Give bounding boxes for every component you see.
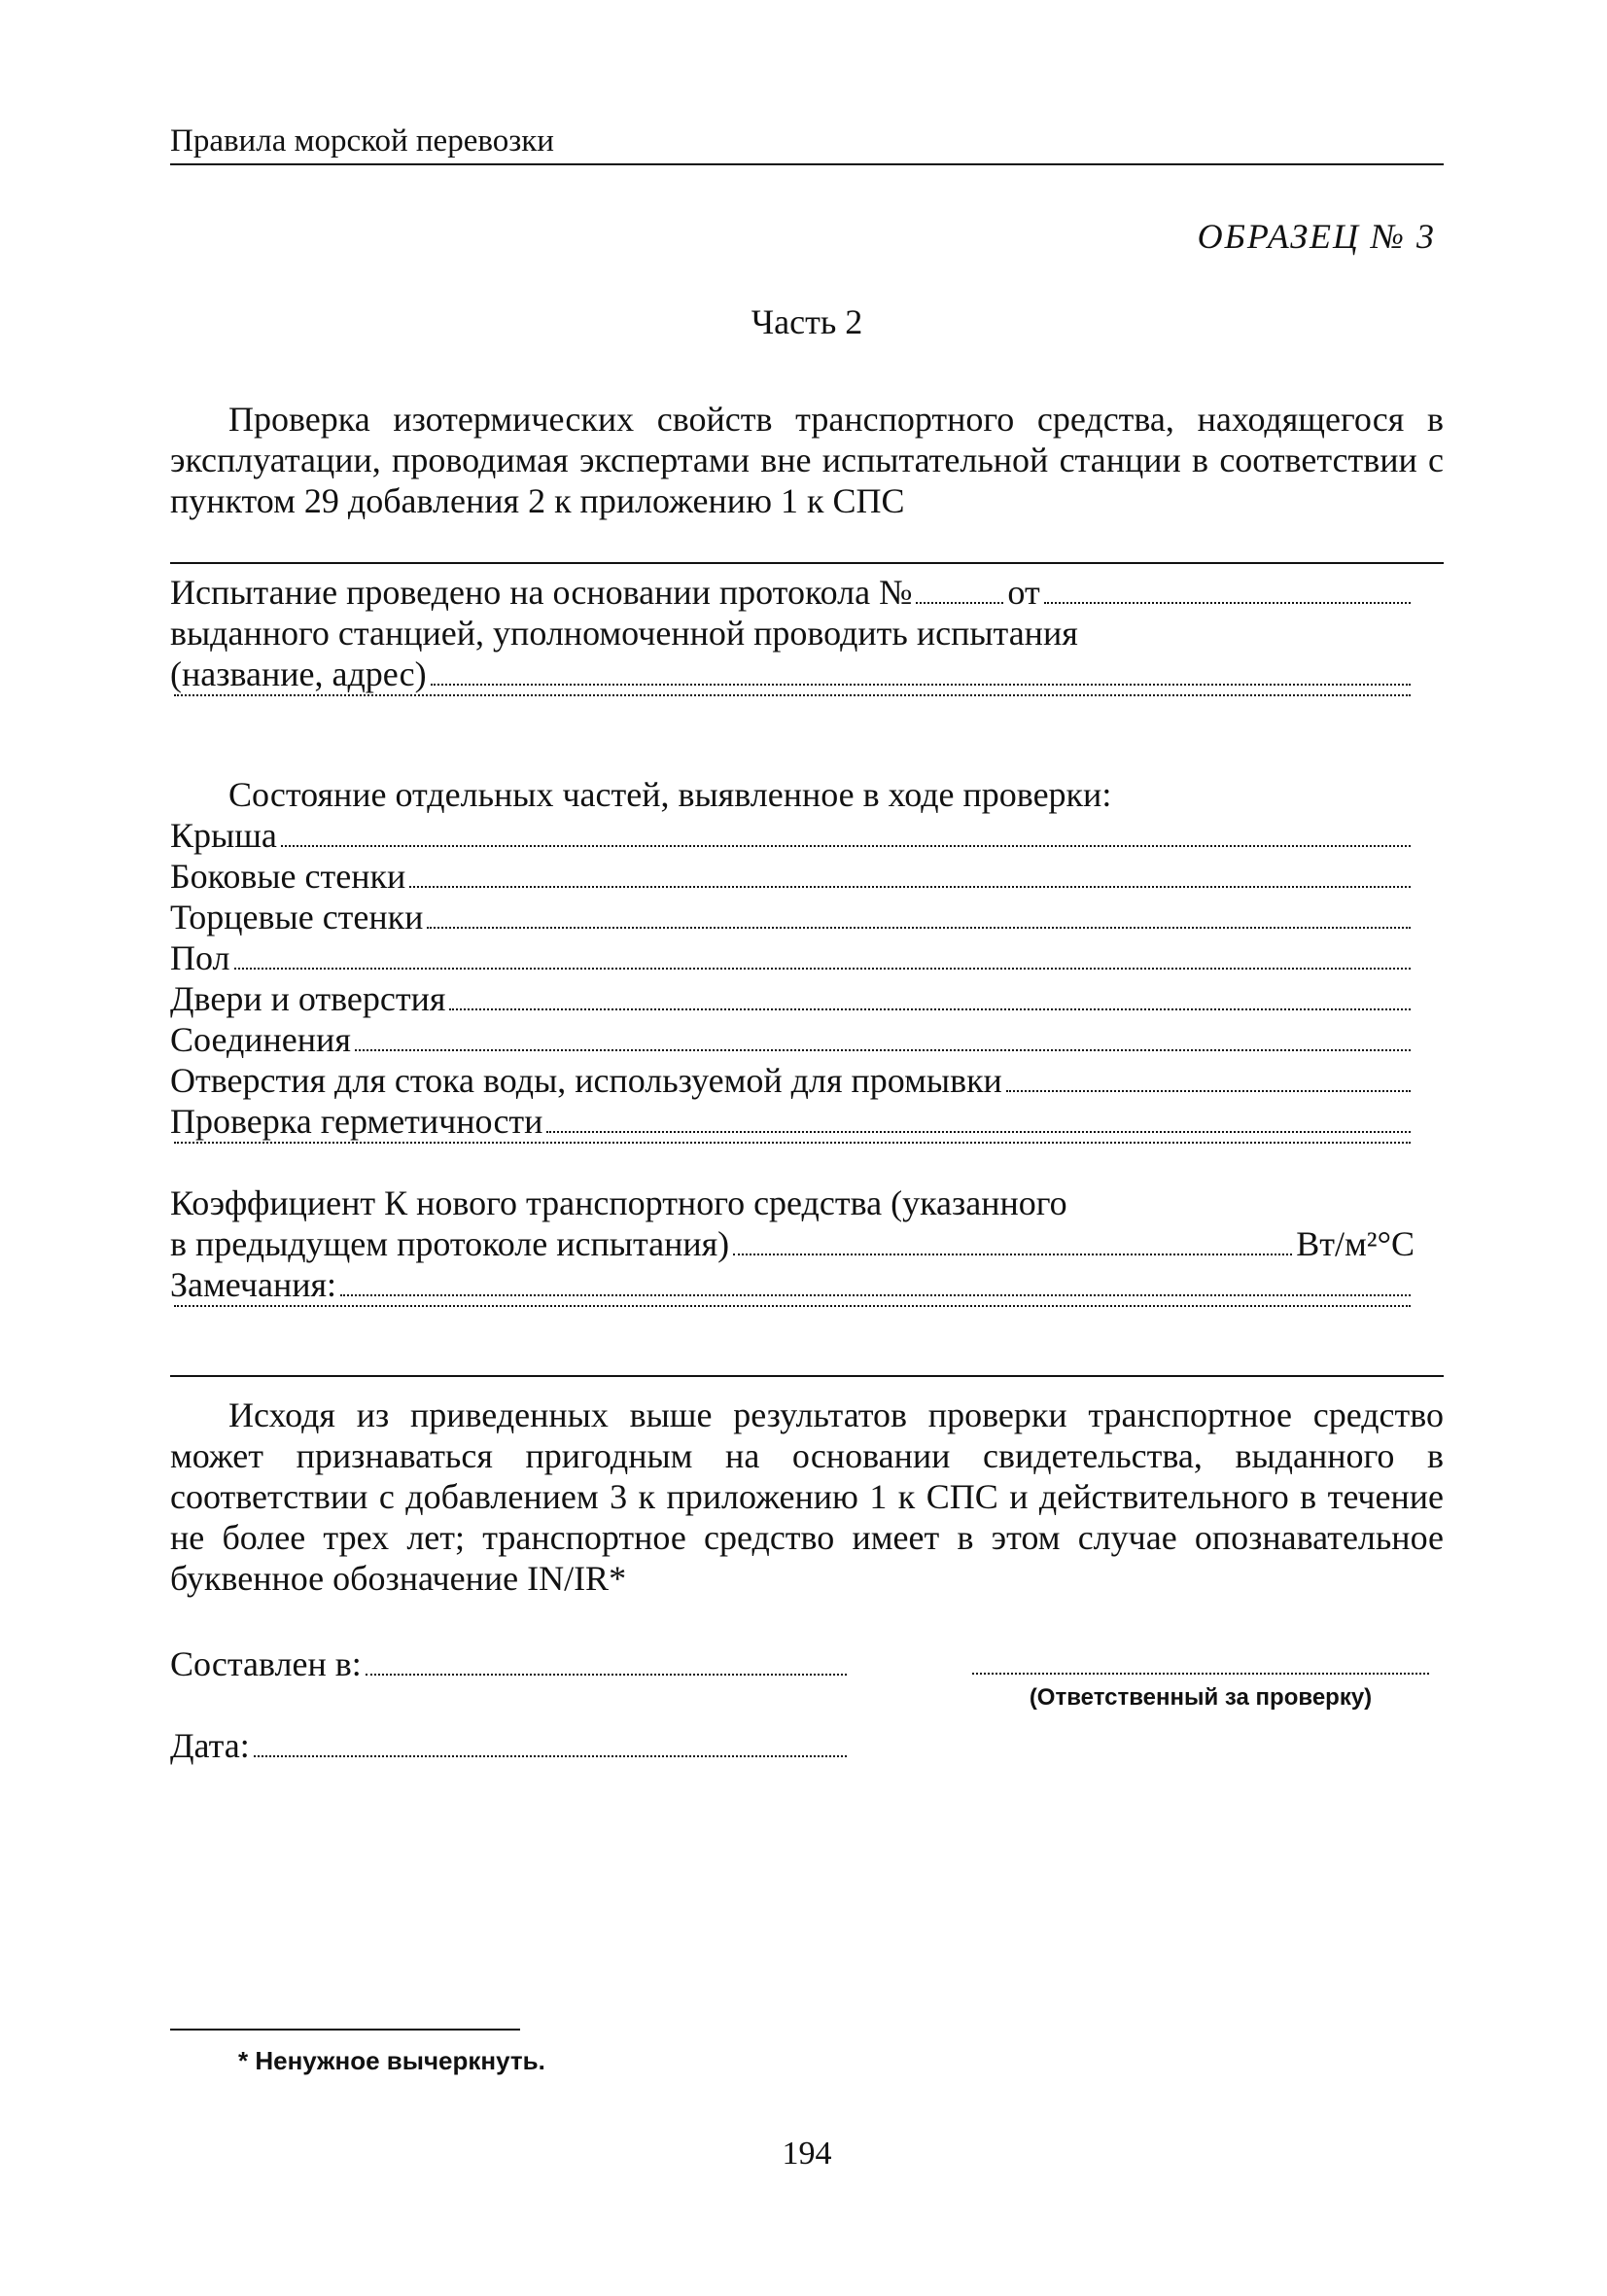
station-address-line — [170, 694, 1415, 735]
inspection-item-label: Проверка герметичности — [170, 1102, 543, 1141]
responsible-signature-field[interactable] — [972, 1643, 1429, 1675]
conclusion-paragraph: Исходя из приведенных выше результатов проверки транспортное средство может признаваться пригодным на основании свидетельства, выданного в соответствии с добавлением 3 к приложению 1 к СПС и действительного в течение не более трех лет; транспортное средство имеет в этом случае опознавательное буквенное обозначение IN/IR* — [170, 1395, 1444, 1598]
roof-field[interactable] — [281, 845, 1411, 847]
signature-block — [170, 1643, 1444, 1780]
protocol-line — [170, 572, 1415, 613]
inspection-heading-line — [170, 774, 1415, 815]
date-label: Дата: — [170, 1726, 250, 1765]
inspection-item — [170, 978, 1415, 1019]
intro-paragraph: Проверка изотермических свойств транспортного средства, находящегося в эксплуатации, проводимая экспертами вне испытательной станции в соответствии с пунктом 29 добавления 2 к приложению 1 к СПС — [170, 400, 1444, 520]
inspection-item — [170, 1101, 1415, 1142]
inspection-item-label: Крыша — [170, 816, 277, 855]
inspection-item-label: Двери и отверстия — [170, 979, 446, 1018]
station-name-line — [170, 653, 1415, 694]
protocol-date-label: от — [1007, 573, 1040, 612]
inspection-item — [170, 937, 1415, 978]
divider — [170, 1375, 1444, 1377]
station-address-field[interactable] — [174, 694, 1411, 696]
floor-field[interactable] — [234, 968, 1412, 970]
document-page — [170, 0, 1444, 2296]
remarks-field[interactable] — [340, 1294, 1411, 1296]
date-line — [170, 1725, 851, 1766]
responsible-caption: (Ответственный за проверку) — [1029, 1684, 1373, 1711]
inspection-item-label: Пол — [170, 938, 230, 977]
inspection-item — [170, 856, 1415, 897]
inspection-item — [170, 1019, 1415, 1060]
coefficient-unit: Вт/м²°C — [1296, 1224, 1415, 1263]
inspection-item-label: Соединения — [170, 1020, 351, 1059]
page-number: 194 — [782, 2136, 832, 2172]
end-walls-field[interactable] — [427, 927, 1411, 929]
coefficient-field[interactable] — [733, 1254, 1292, 1255]
extra-field[interactable] — [174, 1142, 1411, 1144]
inspection-item-label: Боковые стенки — [170, 857, 406, 896]
coefficient-value-line — [170, 1223, 1415, 1264]
inspection-block — [170, 774, 1415, 1346]
side-walls-field[interactable] — [409, 886, 1411, 888]
remarks-extra-line — [170, 1305, 1415, 1346]
part-label: Часть 2 — [751, 302, 863, 341]
airtightness-field[interactable] — [546, 1131, 1411, 1133]
protocol-date-field[interactable] — [1044, 602, 1411, 604]
remarks-extra-field[interactable] — [174, 1305, 1411, 1307]
protocol-block — [170, 572, 1415, 735]
signature-left — [170, 1643, 851, 1766]
inspection-item-label: Отверстия для стока воды, используемой для промывки — [170, 1061, 1002, 1100]
inspection-item — [170, 897, 1415, 937]
footnote-divider — [170, 2029, 520, 2031]
protocol-number-label: Испытание проведено на основании протокола № — [170, 573, 913, 612]
drain-holes-field[interactable] — [1006, 1090, 1411, 1092]
composed-label: Составлен в: — [170, 1644, 362, 1683]
remarks-line — [170, 1264, 1415, 1305]
composed-line — [170, 1643, 851, 1684]
coefficient-line — [170, 1183, 1415, 1223]
issuer-label: выданного станцией, уполномоченной проводить испытания — [170, 614, 1078, 653]
composed-field[interactable] — [366, 1674, 847, 1676]
doors-field[interactable] — [449, 1008, 1411, 1010]
footnote: * Ненужное вычеркнуть. — [238, 2046, 545, 2075]
station-name-label: (название, адрес) — [170, 654, 427, 693]
inspection-heading: Состояние отдельных частей, выявленное в ходе проверки: — [228, 775, 1112, 814]
coefficient-label-cont: в предыдущем протоколе испытания) — [170, 1224, 730, 1263]
inspection-item — [170, 815, 1415, 856]
coefficient-label: Коэффициент К нового транспортного средства (указанного — [170, 1183, 1067, 1222]
protocol-number-field[interactable] — [916, 602, 1003, 604]
signature-right — [972, 1643, 1429, 1712]
issuer-line — [170, 613, 1415, 653]
extra-line — [170, 1142, 1415, 1183]
date-field[interactable] — [254, 1755, 847, 1757]
divider — [170, 562, 1444, 564]
inspection-item — [170, 1060, 1415, 1101]
running-title: Правила морской перевозки — [170, 119, 1444, 165]
inspection-item-label: Торцевые стенки — [170, 898, 424, 936]
sample-label: ОБРАЗЕЦ № 3 — [1197, 217, 1436, 256]
station-name-field[interactable] — [431, 684, 1411, 686]
joints-field[interactable] — [355, 1049, 1411, 1051]
remarks-label: Замечания: — [170, 1265, 337, 1304]
